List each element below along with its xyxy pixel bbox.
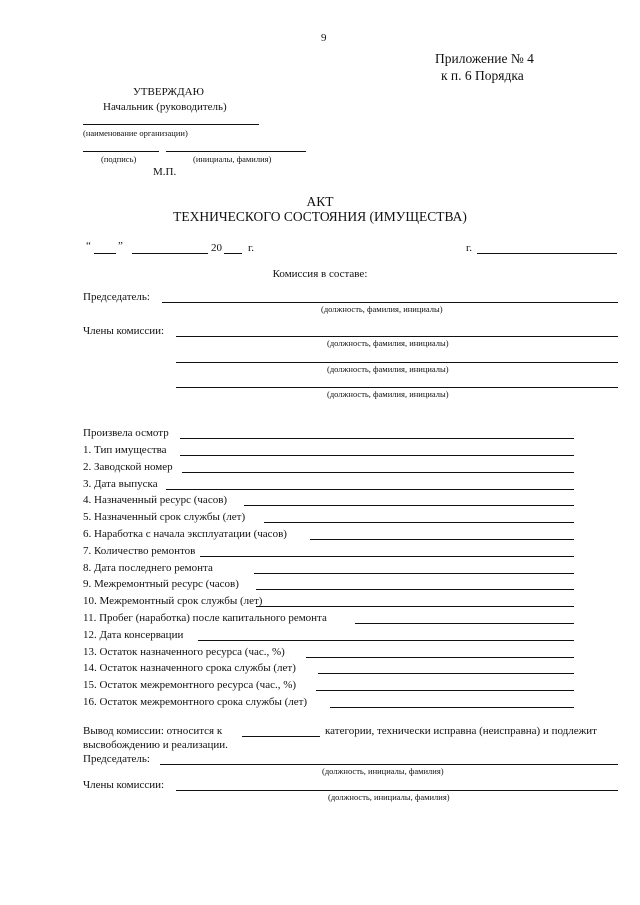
act-title: АКТ	[306, 194, 334, 209]
inspection-item-line[interactable]	[310, 539, 574, 540]
conclusion-members-label: Члены комиссии:	[83, 779, 165, 791]
inspection-item-line[interactable]	[355, 623, 574, 624]
inspection-item-label: 10. Межремонтный срок службы (лет)	[83, 595, 263, 607]
conclusion-chairman-caption: (должность, инициалы, фамилия)	[322, 766, 444, 776]
inspection-item-label: 5. Назначенный срок службы (лет)	[83, 511, 246, 523]
inspection-item-label: 2. Заводской номер	[83, 461, 173, 473]
date-open-quote: “	[86, 240, 91, 252]
inspection-item-line[interactable]	[306, 657, 574, 658]
inspection-item-line[interactable]	[200, 556, 574, 557]
inspection-item-line[interactable]	[182, 472, 574, 473]
member-line-1[interactable]	[176, 336, 618, 337]
act-subtitle: ТЕХНИЧЕСКОГО СОСТОЯНИЯ (ИМУЩЕСТВА)	[173, 209, 467, 224]
stamp-label: М.П.	[153, 166, 177, 178]
conclusion-members-line[interactable]	[176, 790, 618, 791]
date-year-suffix: г.	[248, 242, 255, 254]
inspection-item-label: 9. Межремонтный ресурс (часов)	[83, 578, 239, 590]
inspection-item-line[interactable]	[318, 673, 574, 674]
date-year-line[interactable]	[224, 253, 242, 254]
signature-caption: (подпись)	[101, 154, 137, 164]
inspection-item-line[interactable]	[166, 489, 574, 490]
conclusion-category-line[interactable]	[242, 736, 320, 737]
member-caption-3: (должность, фамилия, инициалы)	[327, 389, 449, 399]
inspection-item-line[interactable]	[256, 589, 574, 590]
inspection-item-line[interactable]	[330, 707, 574, 708]
inspection-item-label: 4. Назначенный ресурс (часов)	[83, 494, 228, 506]
inspection-item-label: 7. Количество ремонтов	[83, 545, 196, 557]
inspection-item-label: 8. Дата последнего ремонта	[83, 562, 213, 574]
inspection-item-line[interactable]	[254, 573, 574, 574]
approval-title: УТВЕРЖДАЮ	[133, 86, 204, 98]
commission-heading: Комиссия в составе:	[272, 268, 368, 280]
inspection-item-line[interactable]	[198, 640, 574, 641]
member-caption-2: (должность, фамилия, инициалы)	[327, 364, 449, 374]
approval-subtitle: Начальник (руководитель)	[103, 101, 227, 113]
appendix-line-1: Приложение № 4	[435, 51, 534, 66]
inspection-item-label: 16. Остаток межремонтного срока службы (лет)	[83, 696, 308, 708]
inspection-item-label: 14. Остаток назначенного срока службы (лет)	[83, 662, 296, 674]
chairman-caption: (должность, фамилия, инициалы)	[321, 304, 443, 314]
inspection-item-label: 6. Наработка с начала эксплуатации (часов)	[83, 528, 287, 540]
conclusion-prefix: Вывод комиссии: относится к	[83, 725, 223, 737]
inspection-performed-line[interactable]	[180, 438, 574, 439]
inspection-item-line[interactable]	[264, 522, 574, 523]
inspection-item-line[interactable]	[256, 606, 574, 607]
inspection-item-label: 11. Пробег (наработка) после капитального ремонта	[83, 612, 327, 624]
member-caption-1: (должность, фамилия, инициалы)	[327, 338, 449, 348]
conclusion-line-2: высвобождению и реализации.	[83, 739, 228, 751]
city-line[interactable]	[477, 253, 617, 254]
member-line-2[interactable]	[176, 362, 618, 363]
chairman-label: Председатель:	[83, 291, 150, 303]
chairman-line[interactable]	[162, 302, 618, 303]
city-prefix: г.	[466, 242, 473, 254]
inspection-item-label: 12. Дата консервации	[83, 629, 184, 641]
approver-name-caption: (инициалы, фамилия)	[193, 154, 272, 164]
date-year-prefix: 20	[211, 242, 222, 254]
inspection-item-line[interactable]	[316, 690, 574, 691]
inspection-item-label: 13. Остаток назначенного ресурса (час., %)	[83, 646, 285, 658]
conclusion-members-caption: (должность, инициалы, фамилия)	[328, 792, 450, 802]
approver-name-line[interactable]	[166, 151, 306, 152]
org-name-line[interactable]	[83, 124, 259, 125]
inspection-item-line[interactable]	[180, 455, 574, 456]
date-day-line[interactable]	[94, 253, 116, 254]
date-close-quote: ”	[118, 240, 123, 252]
org-name-caption: (наименование организации)	[83, 128, 188, 138]
conclusion-middle: категории, технически исправна (неисправна) и подлежит	[325, 725, 597, 737]
inspection-item-label: 1. Тип имущества	[83, 444, 167, 456]
signature-line[interactable]	[83, 151, 159, 152]
members-label: Члены комиссии:	[83, 325, 165, 337]
member-line-3[interactable]	[176, 387, 618, 388]
conclusion-chairman-line[interactable]	[160, 764, 618, 765]
inspection-performed-label: Произвела осмотр	[83, 427, 169, 439]
inspection-item-line[interactable]	[244, 505, 574, 506]
appendix-line-2: к п. 6 Порядка	[441, 68, 524, 83]
inspection-item-label: 15. Остаток межремонтного ресурса (час., %)	[83, 679, 297, 691]
inspection-item-label: 3. Дата выпуска	[83, 478, 158, 490]
date-month-line[interactable]	[132, 253, 208, 254]
page-number: 9	[321, 32, 327, 44]
conclusion-chairman-label: Председатель:	[83, 753, 150, 765]
